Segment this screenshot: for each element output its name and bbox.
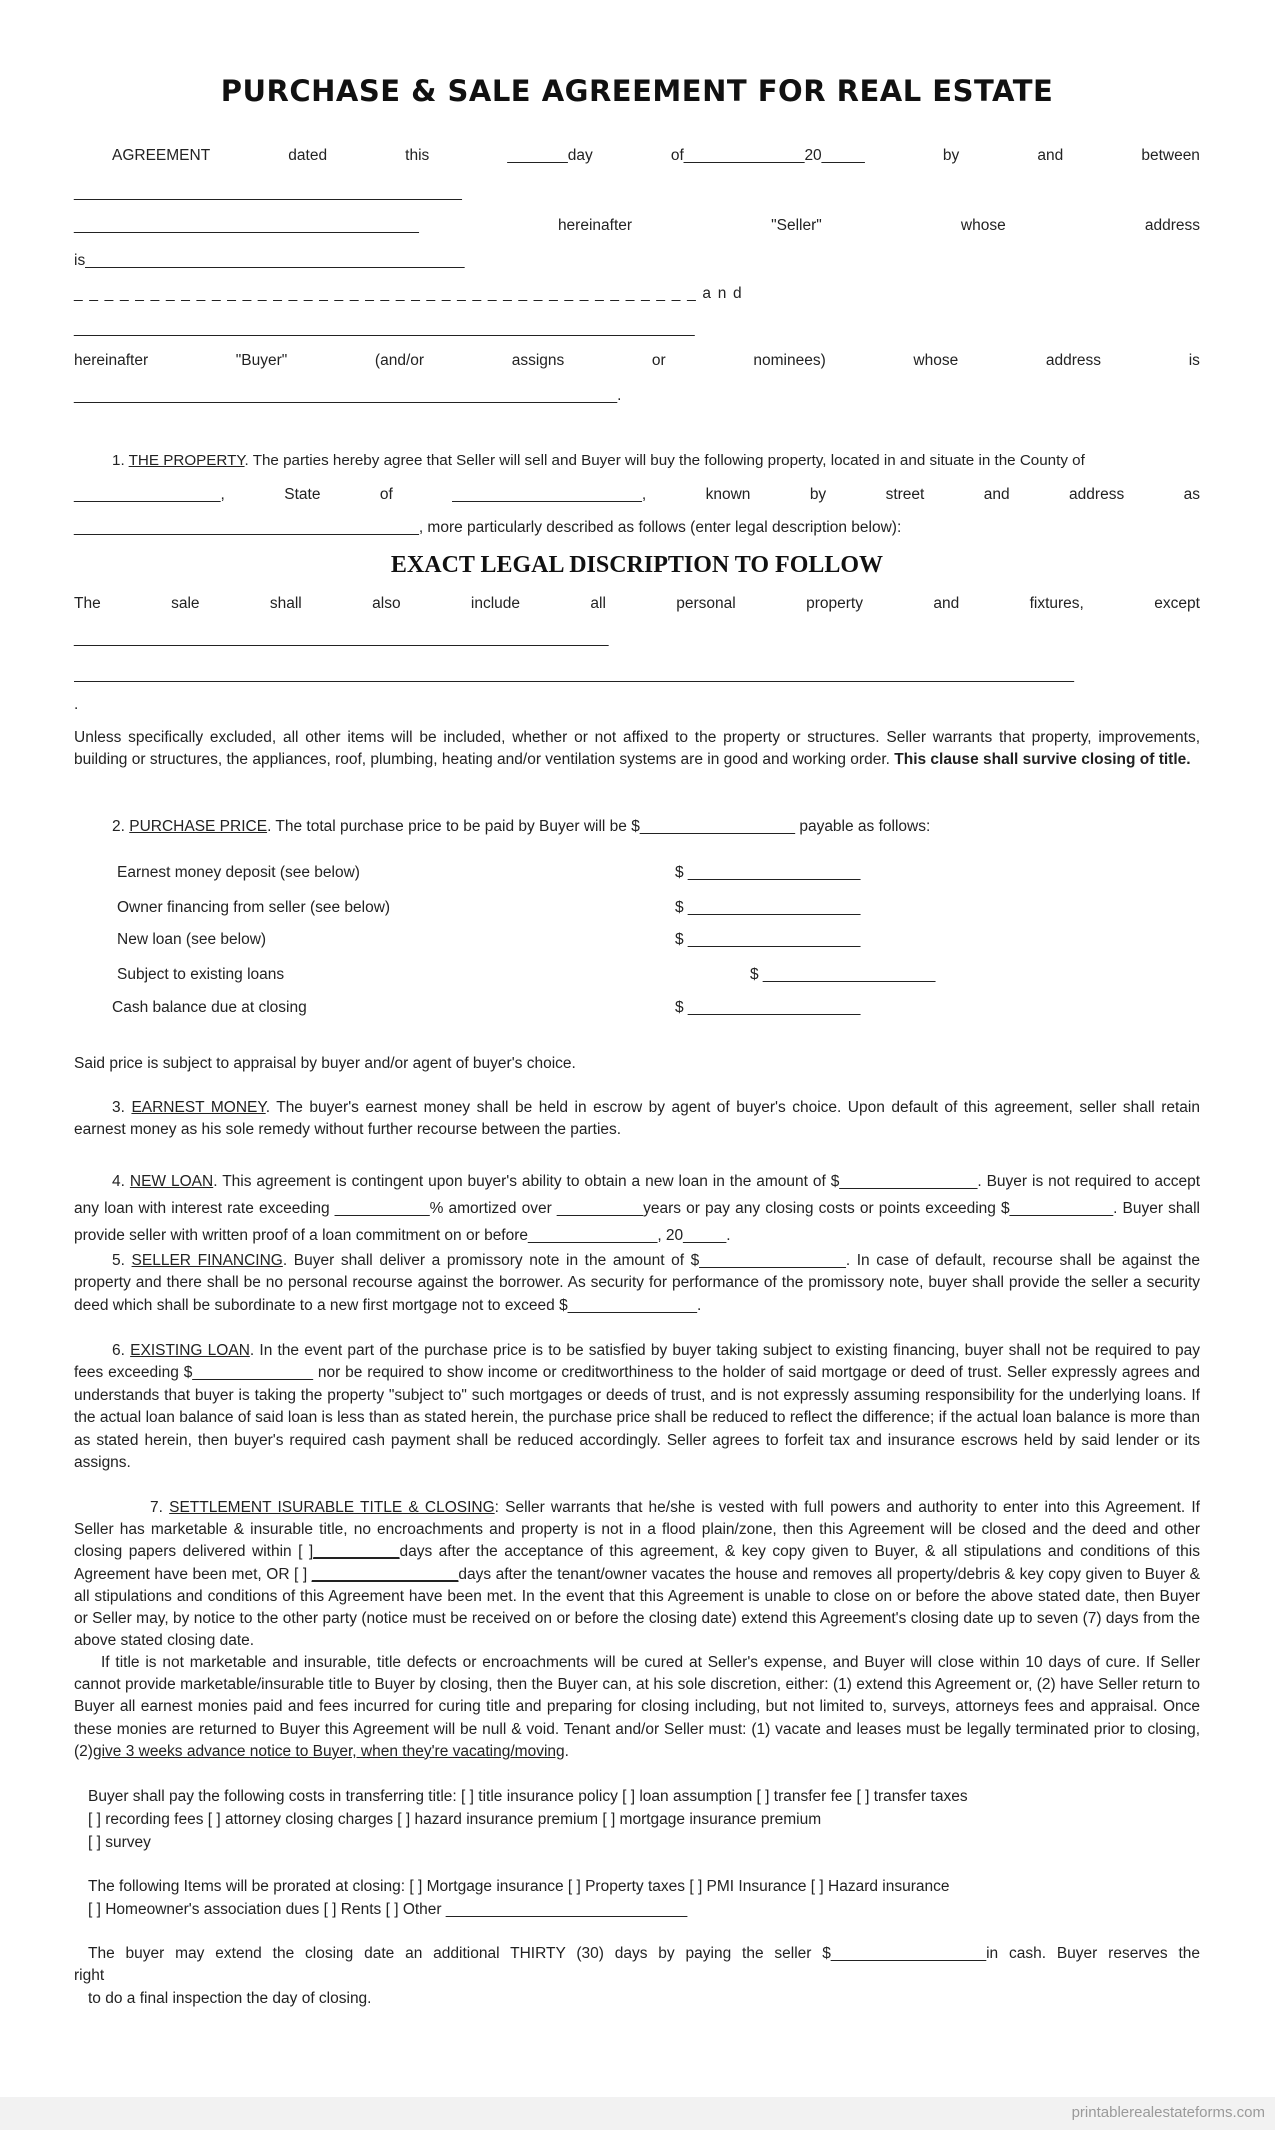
purchase-price-heading: PURCHASE PRICE	[129, 818, 268, 835]
price-item-label: New loan (see below)	[117, 931, 267, 948]
intro-row-6: ________________________________________________________________________	[74, 320, 695, 337]
intro-row-1: AGREEMENT dated this _______day of______________20_____ by and between	[112, 147, 1200, 164]
price-item-label: Subject to existing loans	[117, 966, 285, 983]
price-item-value: $ ____________________	[675, 999, 861, 1016]
seller-financing-heading: SELLER FINANCING	[131, 1252, 283, 1269]
price-item-label: Cash balance due at closing	[112, 999, 307, 1016]
purchase-price-line: 2. PURCHASE PRICE. The total purchase price to be paid by Buyer will be $__________________ payable as follows:	[112, 818, 931, 835]
property-line-6: ____________________________________________________________________________________________________________________	[74, 666, 1074, 683]
price-item-value: $ ____________________	[750, 966, 936, 983]
price-item-label: Owner financing from seller (see below)	[117, 899, 391, 916]
property-line-3: ________________________________________, more particularly described as follows (enter legal description below):	[74, 519, 902, 536]
settlement-heading: SETTLEMENT ISURABLE TITLE & CLOSING	[169, 1499, 495, 1516]
appraisal-note: Said price is subject to appraisal by buyer and/or agent of buyer's choice.	[74, 1055, 576, 1072]
footer-watermark[interactable]: printablerealestateforms.com	[1071, 2104, 1265, 2121]
extend-line-2: right	[74, 1967, 105, 1984]
legal-description-heading: EXACT LEGAL DISCRIPTION TO FOLLOW	[390, 552, 884, 578]
intro-row-5: _ _ _ _ _ _ _ _ _ _ _ _ _ _ _ _ _ _ _ _ _ _ _ _ _ _ _ _ _ _ _ _ _ _ _ _ _ _ _ _ _ a n d	[74, 285, 743, 302]
seller-financing-paragraph: 5. SELLER FINANCING. Buyer shall deliver a promissory note in the amount of $_________________. In case of default, recourse shall be against the property and there shall be no personal recourse against the borrower. As security for performance of the promissory note, buyer shall provide the seller a security deed which shall be subordinate to a new first mortgage not to exceed $_______________.	[74, 1252, 1200, 1314]
intro-row-7: hereinafter "Buyer" (and/or assigns or nominees) whose address is	[74, 352, 1200, 369]
intro-row-3: ________________________________________ hereinafter "Seller" whose address	[74, 217, 1200, 234]
existing-loan-paragraph: 6. EXISTING LOAN. In the event part of the purchase price is to be satisfied by buyer taking subject to existing financing, buyer shall not be required to pay fees exceeding $______________ nor be required to show income or creditworthiness to the holder of said mortgage or deed of trust. Seller expressly agrees and understands that buyer is taking the property "subject to" such mortgages or deeds of trust, and is not expressly assuming responsibility for the underlying loans. If the actual loan balance of said loan is less than as stated herein, the purchase price shall be reduced to reflect the difference; if the actual loan balance is more than as stated herein, then buyer's required cash payment shall be reduced accordingly. Seller agrees to forfeit tax and insurance escrows held by said lender or its assigns.	[74, 1342, 1200, 1472]
costs-line-3: [ ] survey	[88, 1834, 151, 1851]
price-item-value: $ ____________________	[675, 931, 861, 948]
property-line-1: 1. THE PROPERTY. The parties hereby agree that Seller will sell and Buyer will buy the following property, located in and situate in the County of	[112, 452, 1085, 469]
extend-line-1: The buyer may extend the closing date an additional THIRTY (30) days by paying the seller $__________________in cash. Buyer reserves the	[88, 1945, 1200, 1962]
property-row-2: _________________, State of ______________________, known by street and address as	[74, 486, 1200, 503]
prorated-line-2: [ ] Homeowner's association dues [ ] Rents [ ] Other ____________________________	[88, 1901, 688, 1918]
prorated-line-1: The following Items will be prorated at closing: [ ] Mortgage insurance [ ] Property taxes [ ] PMI Insurance [ ] Hazard insurance	[88, 1878, 950, 1895]
extend-line-3: to do a final inspection the day of closing.	[88, 1990, 372, 2007]
new-loan-paragraph: 4. NEW LOAN. This agreement is contingent upon buyer's ability to obtain a new loan in the amount of $________________. Buyer is not required to accept any loan with interest rate exceeding ___________% amortized over __________years or pay any closing costs or points exceeding $____________. Buyer shall provide seller with written proof of a loan commitment on or before_______________, 20_____.	[74, 1173, 1200, 1244]
property-warranty-paragraph: Unless specifically excluded, all other items will be included, whether or not affixed to the property or structures. Seller warrants that property, improvements, building or structures, the appliances, roof, plumbing, heating and/or ventilation systems are in good and working order. This clause shall survive closing of title.	[74, 729, 1200, 769]
earnest-money-paragraph: 3. EARNEST MONEY. The buyer's earnest money shall be held in escrow by agent of buyer's choice. Upon default of this agreement, seller shall retain earnest money as his sole remedy without further recourse between the parties.	[74, 1099, 1200, 1139]
settlement-paragraph: 7. SETTLEMENT ISURABLE TITLE & CLOSING: Seller warrants that he/she is vested with full powers and authority to enter into this Agreement. If Seller has marketable & insurable title, no encroachments and property is not in a flood plain/zone, then this Agreement will be closed and the deed and other closing papers delivered within [ ]__________days after the acceptance of this agreement, & key copy given to Buyer, & all stipulations and conditions of this Agreement have been met, OR [ ] _________________days after the tenant/owner vacates the house and removes all property/debris & key copy given to Buyer & all stipulations and conditions of this Agreement have been met. In the event that this Agreement is unable to close on or before the above stated date, then Buyer or Seller may, by notice to the other party (notice must be received on or before the closing date) extend this Agreement's closing date up to seven (7) days from the above stated closing date.	[74, 1499, 1200, 1650]
property-line-7: .	[74, 696, 79, 713]
property-heading: THE PROPERTY	[128, 452, 245, 469]
title-defects-paragraph: If title is not marketable and insurable, title defects or encroachments will be cured at Seller's expense, and Buyer will close within 10 days of cure. If Seller cannot provide marketable/insurable title to Buyer by closing, then the Buyer can, at his sole discretion, either: (1) extend this Agreement or, (2) have Seller return to Buyer all earnest monies paid and fees incurred for curing title and preparing for closing including, but not limited to, surveys, attorneys fees and appraisal. Once these monies are returned to Buyer this Agreement will be null & void. Tenant and/or Seller must: (1) vacate and leases must be legally terminated prior to closing, (2)give 3 weeks advance notice to Buyer, when they're vacating/moving.	[74, 1654, 1200, 1760]
property-line-5: ______________________________________________________________	[74, 630, 609, 647]
existing-loan-heading: EXISTING LOAN	[130, 1342, 250, 1359]
earnest-money-heading: EARNEST MONEY	[131, 1099, 266, 1116]
document-title: PURCHASE & SALE AGREEMENT FOR REAL ESTATE	[220, 74, 1054, 108]
property-row-4: The sale shall also include all personal property and fixtures, except	[74, 595, 1200, 612]
intro-row-2: _____________________________________________	[74, 184, 462, 201]
price-item-value: $ ____________________	[675, 864, 861, 881]
costs-line-2: [ ] recording fees [ ] attorney closing charges [ ] hazard insurance premium [ ] mortgage insurance premium	[88, 1811, 822, 1828]
new-loan-heading: NEW LOAN	[129, 1173, 214, 1190]
intro-row-4: is____________________________________________	[74, 252, 465, 269]
costs-line-1: Buyer shall pay the following costs in transferring title: [ ] title insurance policy [ ] loan assumption [ ] transfer fee [ ] transfer taxes	[88, 1788, 968, 1805]
price-item-label: Earnest money deposit (see below)	[117, 864, 360, 881]
price-item-value: $ ____________________	[675, 899, 861, 916]
footer-bar	[0, 2097, 1275, 2130]
intro-row-8: _______________________________________________________________.	[74, 387, 622, 404]
